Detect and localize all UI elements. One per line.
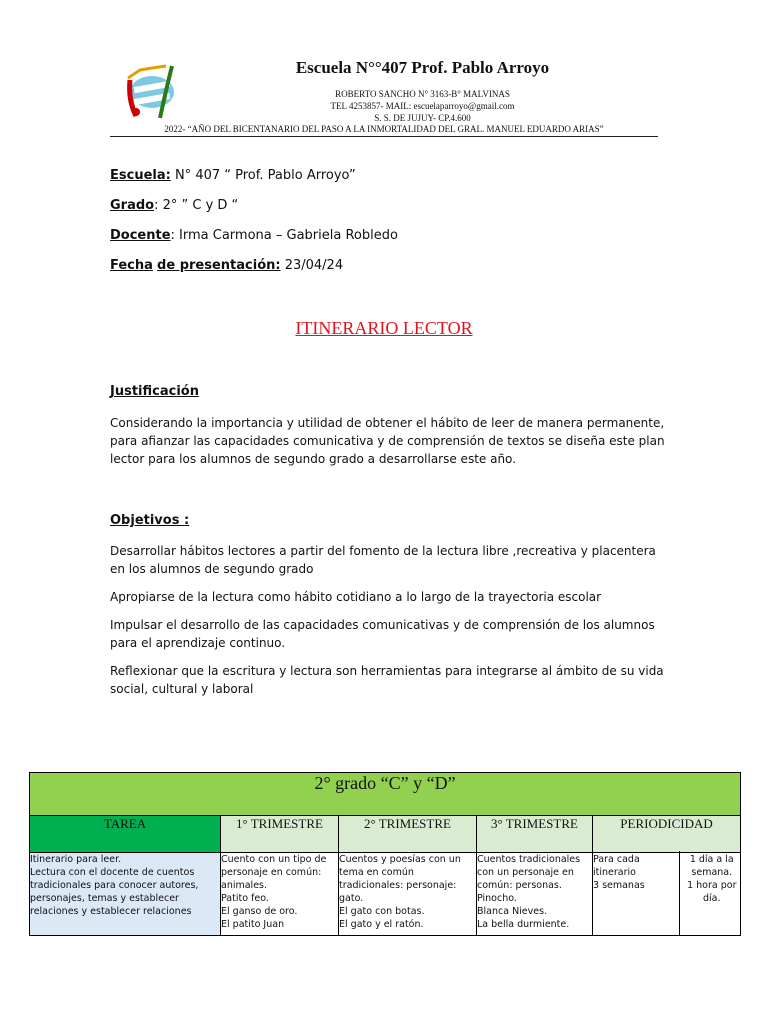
escuela-label: Escuela: [110,168,171,183]
escuela-value: N° 407 “ Prof. Pablo Arroyo” [170,168,356,183]
fecha-label-2: de presentación: [157,258,281,273]
docente-value: : Irma Carmona – Gabriela Robledo [170,228,398,243]
header-periodicidad: PERIODICIDAD [593,816,741,853]
info-escuela [110,168,356,183]
objetivo-item: Reflexionar que la escritura y lectura son herramientas para integrarse al ámbito de su vida social, cultural y laboral [110,664,664,696]
info-grado [110,198,238,213]
header-trimestre-2: 2° TRIMESTRE [339,816,477,853]
cell-trimestre-2: Cuentos y poesías con un tema en común tradicionales: personaje: gato. El gato con botas. El gato y el ratón. [339,853,477,936]
objetivos-colon: : [179,513,190,528]
cell-trimestre-1: Cuento con un tipo de personaje en común: animales. Patito feo. El ganso de oro. El patito Juan [221,853,339,936]
docente-label: Docente [110,228,171,243]
contact-line: TEL 4253857- MAIL: escuelaparroyo@gmail.com [330,101,515,111]
objetivo-item: Desarrollar hábitos lectores a partir del fomento de la lectura libre ,recreativa y placentera en los alumnos de segundo grado [110,544,656,576]
fecha-value: 23/04/24 [280,258,344,273]
grado-label: Grado [110,198,155,213]
location-line: S. S. DE JUJUY- CP.4.600 [374,113,471,123]
school-logo-icon [122,60,180,122]
header-trimestre-1: 1° TRIMESTRE [221,816,339,853]
cell-periodicidad [593,853,741,936]
document-title: ITINERARIO LECTOR [295,318,473,338]
justificacion-text: Considerando la importancia y utilidad de obtener el hábito de leer de manera permanente, para afianzar las capacidades comunicativa y de comprensión de textos se diseña este plan lector para los alumnos de segundo grado a desarrollarse este año. [110,416,665,466]
address-line: ROBERTO SANCHO N° 3163-B° MALVINAS [335,89,510,99]
cell-tarea: Itinerario para leer. Lectura con el docente de cuentos tradicionales para conocer autores, personajes, temas y establecer relaciones y establecer relaciones [30,853,221,936]
fecha-label: Fecha [110,258,153,273]
header-tarea: TAREA [30,816,221,853]
objetivo-item: Apropiarse de la lectura como hábito cotidiano a lo largo de la trayectoria escolar [110,590,602,604]
itinerario-table [29,772,741,936]
info-fecha [110,258,343,273]
objetivos-heading: Objetivos [110,513,180,528]
header-trimestre-3: 3° TRIMESTRE [477,816,593,853]
cell-trimestre-3: Cuentos tradicionales con un personaje en común: personas. Pinocho. Blanca Nieves. La bella durmiente. [477,853,593,936]
periodicidad-right: 1 día a la semana. 1 hora por día. [679,851,745,935]
school-title: Escuela N°°407 Prof. Pablo Arroyo [295,58,550,77]
justificacion-heading: Justificación [110,384,199,399]
periodicidad-left: Para cada itinerario 3 semanas [593,854,645,891]
info-docente [110,228,398,243]
grado-value: : 2° ” C y D “ [154,198,239,213]
table-grado-title: 2° grado “C” y “D” [30,773,741,816]
header-motto: 2022- “AÑO DEL BICENTANARIO DEL PASO A LA INMORTALIDAD DEL GRAL. MANUEL EDUARDO ARIAS” [110,124,658,137]
objetivo-item: Impulsar el desarrollo de las capacidades comunicativas y de comprensión de los alumnos para el aprendizaje continuo. [110,618,655,650]
objetivos-heading-wrap [110,513,189,528]
